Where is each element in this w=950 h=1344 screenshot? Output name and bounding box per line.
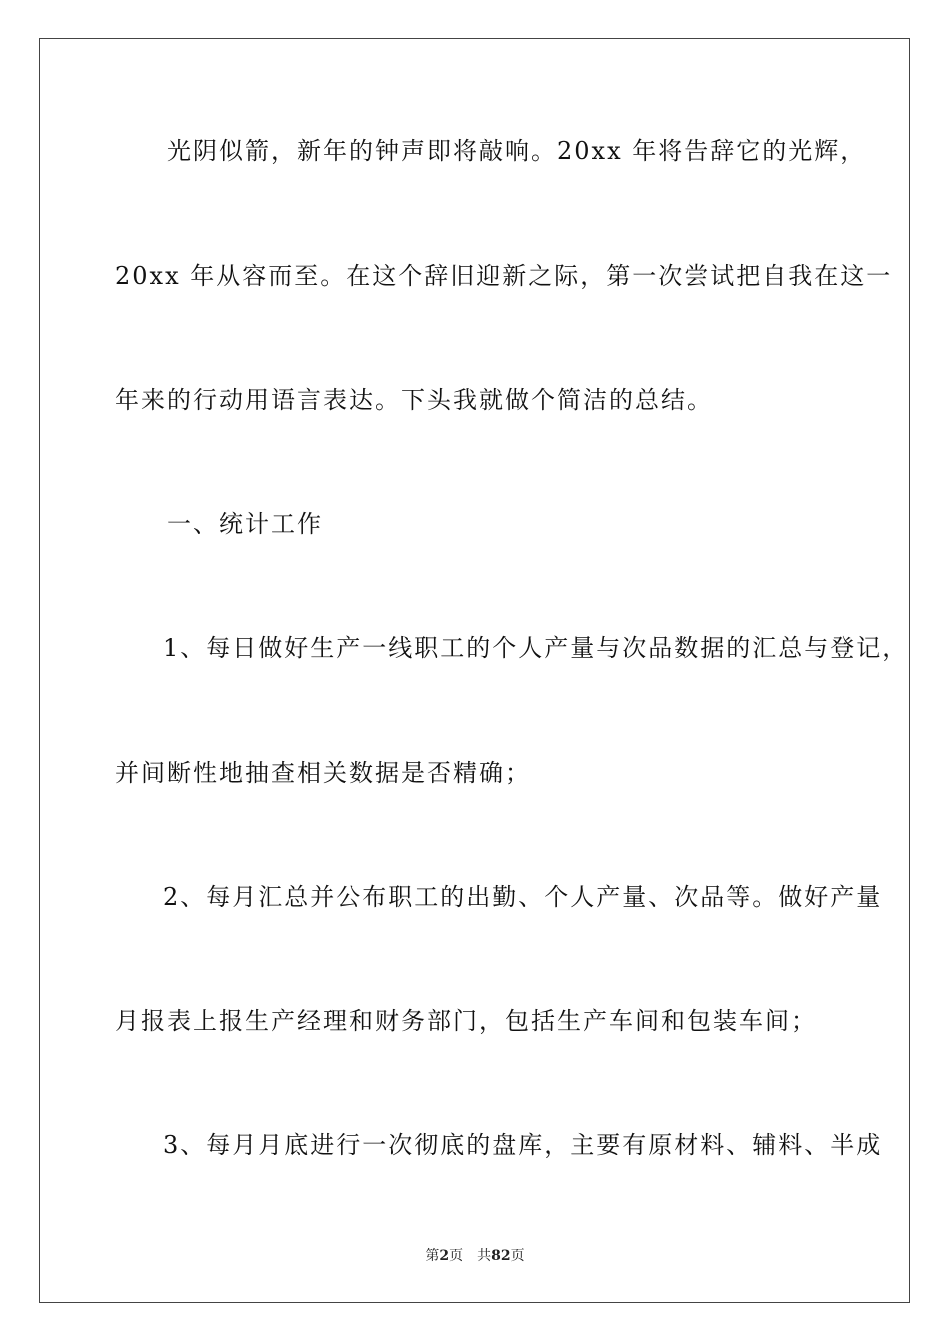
- footer-total-pages: 82: [491, 1248, 511, 1264]
- footer-page-suffix: 页: [449, 1248, 464, 1264]
- page-footer: [0, 1247, 950, 1265]
- page-border: [39, 38, 910, 1303]
- footer-total-prefix: 共: [477, 1248, 492, 1264]
- footer-page-number: 2: [439, 1248, 450, 1264]
- list-item-3-line-1: 3、每月月底进行一次彻底的盘库，主要有原材料、辅料、半成: [163, 1131, 883, 1159]
- footer-prefix: 第: [425, 1248, 440, 1264]
- list-item-2-line-1: 2、每月汇总并公布职工的出勤、个人产量、次品等。做好产量: [163, 883, 883, 911]
- paragraph-line-1: 光阴似箭，新年的钟声即将敲响。20xx 年将告辞它的光辉，: [167, 137, 867, 165]
- paragraph-line-3: 年来的行动用语言表达。下头我就做个简洁的总结。: [115, 386, 713, 414]
- list-item-2-line-2: 月报表上报生产经理和财务部门，包括生产车间和包装车间；: [115, 1007, 817, 1035]
- paragraph-line-2: 20xx 年从容而至。在这个辞旧迎新之际，第一次尝试把自我在这一: [115, 262, 893, 290]
- list-item-1-line-1: 1、每日做好生产一线职工的个人产量与次品数据的汇总与登记，: [163, 634, 909, 662]
- section-heading: 一、统计工作: [167, 510, 323, 538]
- list-item-1-line-2: 并间断性地抽查相关数据是否精确；: [115, 759, 531, 787]
- footer-total-suffix: 页: [510, 1248, 525, 1264]
